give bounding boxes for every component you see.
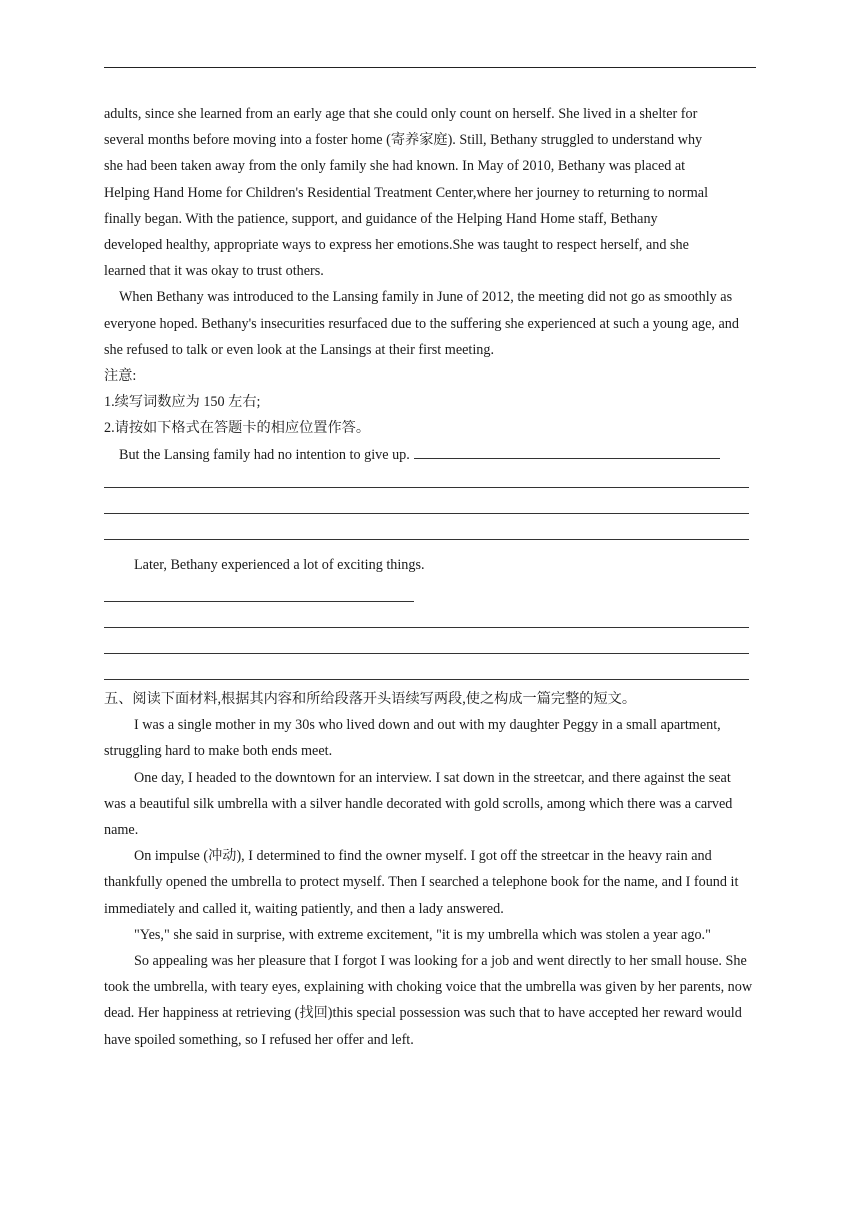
passage-paragraph-2: When Bethany was introduced to the Lansing family in June of 2012, the meeting did not go as smoothly as everyone hoped. Bethany's insecurities resurfaced due to the suffering she experienced at such a young age, and she refused to talk or even look at the Lansings at their first meeting. — [104, 289, 739, 358]
writing-line[interactable] — [104, 513, 749, 514]
text-line: developed healthy, appropriate ways to express her emotions.She was taught to respect herself, and she — [104, 237, 689, 254]
text-line: Helping Hand Home for Children's Residential Treatment Center,where her journey to returning to normal — [104, 184, 709, 201]
notes-item-2: 2.请按如下格式在答题卡的相应位置作答。 — [104, 420, 371, 437]
text-line: several months before moving into a foster home (寄养家庭). Still, Bethany struggled to understand why — [104, 132, 703, 149]
section5-paragraph-4: "Yes," she said in surprise, with extreme excitement, "it is my umbrella which was stolen a year ago." — [134, 926, 711, 943]
text-line: finally began. With the patience, support, and guidance of the Helping Hand Home staff, Bethany — [104, 210, 658, 227]
header-rule — [104, 67, 756, 68]
writing-line-row[interactable] — [104, 494, 756, 520]
writing-line[interactable] — [104, 627, 749, 628]
text-line: adults, since she learned from an early age that she could only count on herself. She lived in a shelter for — [104, 106, 698, 122]
section5-paragraph-5: So appealing was her pleasure that I forgot I was looking for a job and went directly to her small house. She took the umbrella, with teary eyes, explaining with choking voice that the umbrella was given by her parents, now dead. Her happiness at retrieving (找回)this special possession was such that to have accepted her reward would have spoiled something, so I refused her offer and left. — [104, 953, 753, 1048]
writing-line[interactable] — [104, 653, 749, 654]
writing-line[interactable] — [104, 679, 749, 680]
answer-prompt-1-text: But the Lansing family had no intention to give up. — [119, 446, 410, 463]
writing-line-row[interactable] — [104, 468, 756, 494]
answer-prompt-1 — [104, 442, 756, 468]
section5-paragraph-3: On impulse (冲动), I determined to find the owner myself. I got off the streetcar in the heavy rain and thankfully opened the umbrella to protect myself. Then I searched a telephone book for the name, and I found it immediately and called it, waiting patiently, and then a lady answered. — [104, 848, 739, 917]
text-line: she had been taken away from the only family she had known. In May of 2010, Bethany was placed at — [104, 158, 686, 175]
writing-line-row[interactable] — [104, 608, 756, 634]
text-line: learned that it was okay to trust others. — [104, 263, 324, 280]
writing-line[interactable] — [104, 601, 414, 602]
page-content — [104, 101, 756, 1053]
section5-heading: 五、阅读下面材料,根据其内容和所给段落开头语续写两段,使之构成一篇完整的短文。 — [104, 691, 637, 708]
notes-item-1: 1.续写词数应为 150 左右; — [104, 394, 261, 411]
writing-line[interactable] — [104, 539, 749, 540]
writing-line-row[interactable] — [104, 634, 756, 660]
writing-line-row[interactable] — [104, 578, 756, 608]
notes-heading: 注意: — [104, 368, 137, 385]
section5-paragraph-2: One day, I headed to the downtown for an interview. I sat down in the streetcar, and there against the seat was a beautiful silk umbrella with a silver handle decorated with gold scrolls, among which there was a carved name. — [104, 769, 733, 839]
writing-line-row[interactable] — [104, 660, 756, 686]
section5-paragraph-1: I was a single mother in my 30s who lived down and out with my daughter Peggy in a small apartment, struggling hard to make both ends meet. — [104, 717, 721, 760]
writing-line[interactable] — [414, 458, 720, 459]
writing-line-row[interactable] — [104, 520, 756, 546]
writing-line[interactable] — [104, 487, 749, 488]
answer-prompt-2: Later, Bethany experienced a lot of exciting things. — [134, 556, 425, 573]
passage-paragraph-1 — [104, 101, 756, 284]
